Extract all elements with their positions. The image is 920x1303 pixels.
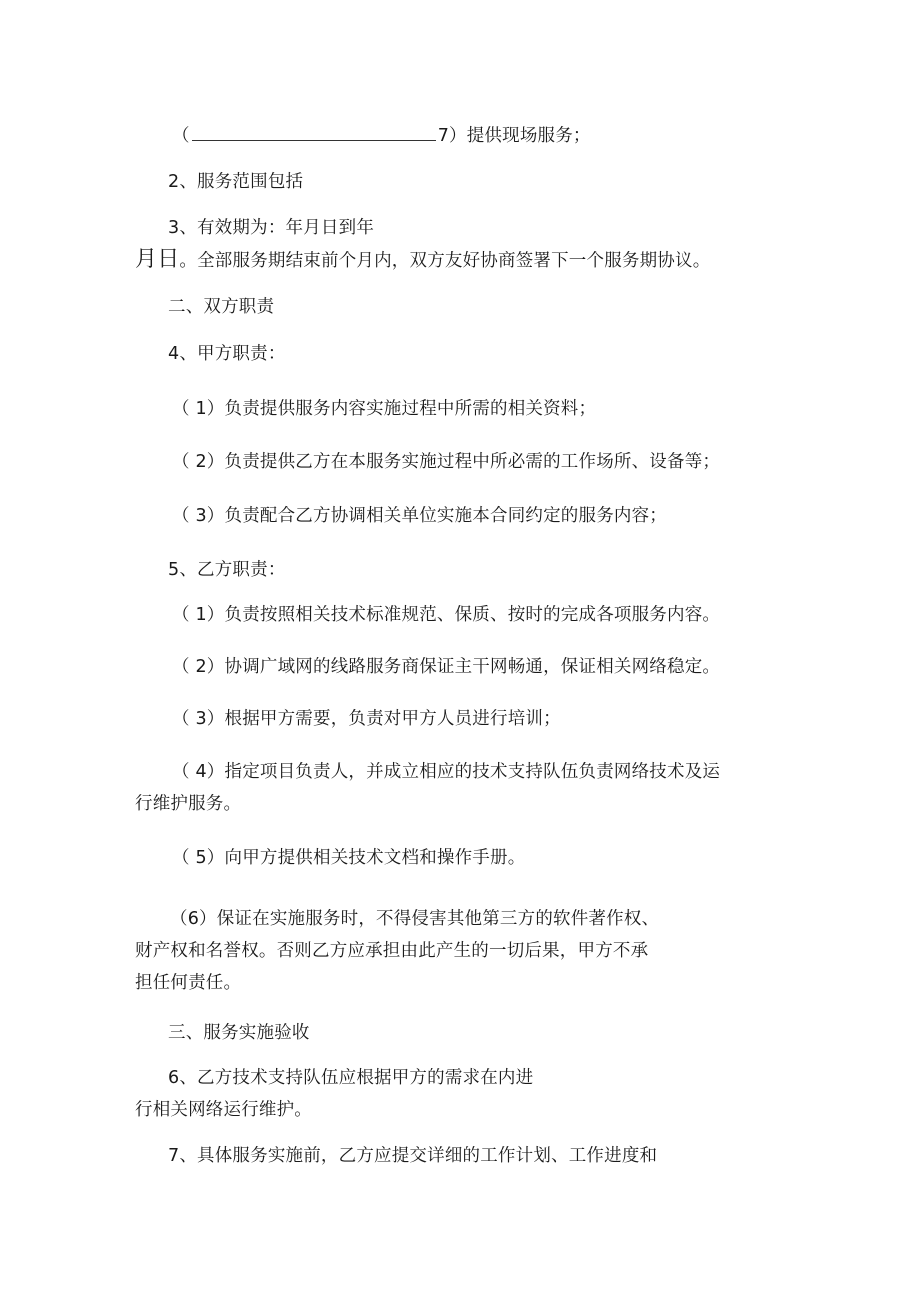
party-b-duty-3: （ 3）根据甲方需要，负责对甲方人员进行培训； <box>172 709 561 729</box>
clause-3-continued <box>135 249 710 272</box>
party-b-duty-6-line2: 财产权和名誉权。否则乙方应承担由此产生的一切后果，甲方不承 <box>135 941 649 961</box>
service-item-7 <box>172 124 591 147</box>
party-b-duty-1: （ 1）负责按照相关技术标准规范、保质、按时的完成各项服务内容。 <box>172 605 721 625</box>
service-item-7-text: 7）提供现场服务； <box>437 126 591 146</box>
party-b-duty-6: （6）保证在实施服务时，不得侵害其他第三方的软件著作权、 <box>170 909 660 929</box>
clause-7: 7、具体服务实施前，乙方应提交详细的工作计划、工作进度和 <box>168 1146 658 1166</box>
clause-6-continued: 行相关网络运行维护。 <box>135 1100 312 1120</box>
clause-2: 2、服务范围包括 <box>168 172 304 192</box>
clause-6: 6、乙方技术支持队伍应根据甲方的需求在内进 <box>168 1068 534 1088</box>
clause-3: 3、有效期为：年月日到年 <box>168 218 375 238</box>
clause-3-rest: 。全部服务期结束前个月内，双方友好协商签署下一个服务期协议。 <box>179 251 711 271</box>
clause-4: 4、甲方职责： <box>168 344 286 364</box>
section-heading-2: 二、双方职责 <box>168 297 275 317</box>
party-a-duty-1: （ 1）负责提供服务内容实施过程中所需的相关资料； <box>172 399 597 419</box>
fill-in-blank <box>192 124 436 141</box>
month-day-text: 月日 <box>135 247 180 272</box>
party-b-duty-4-continued: 行维护服务。 <box>135 794 242 814</box>
section-heading-3: 三、服务实施验收 <box>168 1023 310 1043</box>
party-a-duty-2: （ 2）负责提供乙方在本服务实施过程中所必需的工作场所、设备等； <box>172 452 721 472</box>
party-b-duty-4: （ 4）指定项目负责人，并成立相应的技术支持队伍负责网络技术及运 <box>172 762 721 782</box>
party-b-duty-6-line3: 担任何责任。 <box>135 973 242 993</box>
clause-5: 5、乙方职责： <box>168 560 286 580</box>
open-paren: （ <box>172 126 190 146</box>
party-b-duty-5: （ 5）向甲方提供相关技术文档和操作手册。 <box>172 848 526 868</box>
party-b-duty-2: （ 2）协调广域网的线路服务商保证主干网畅通，保证相关网络稳定。 <box>172 657 721 677</box>
party-a-duty-3: （ 3）负责配合乙方协调相关单位实施本合同约定的服务内容； <box>172 506 667 526</box>
